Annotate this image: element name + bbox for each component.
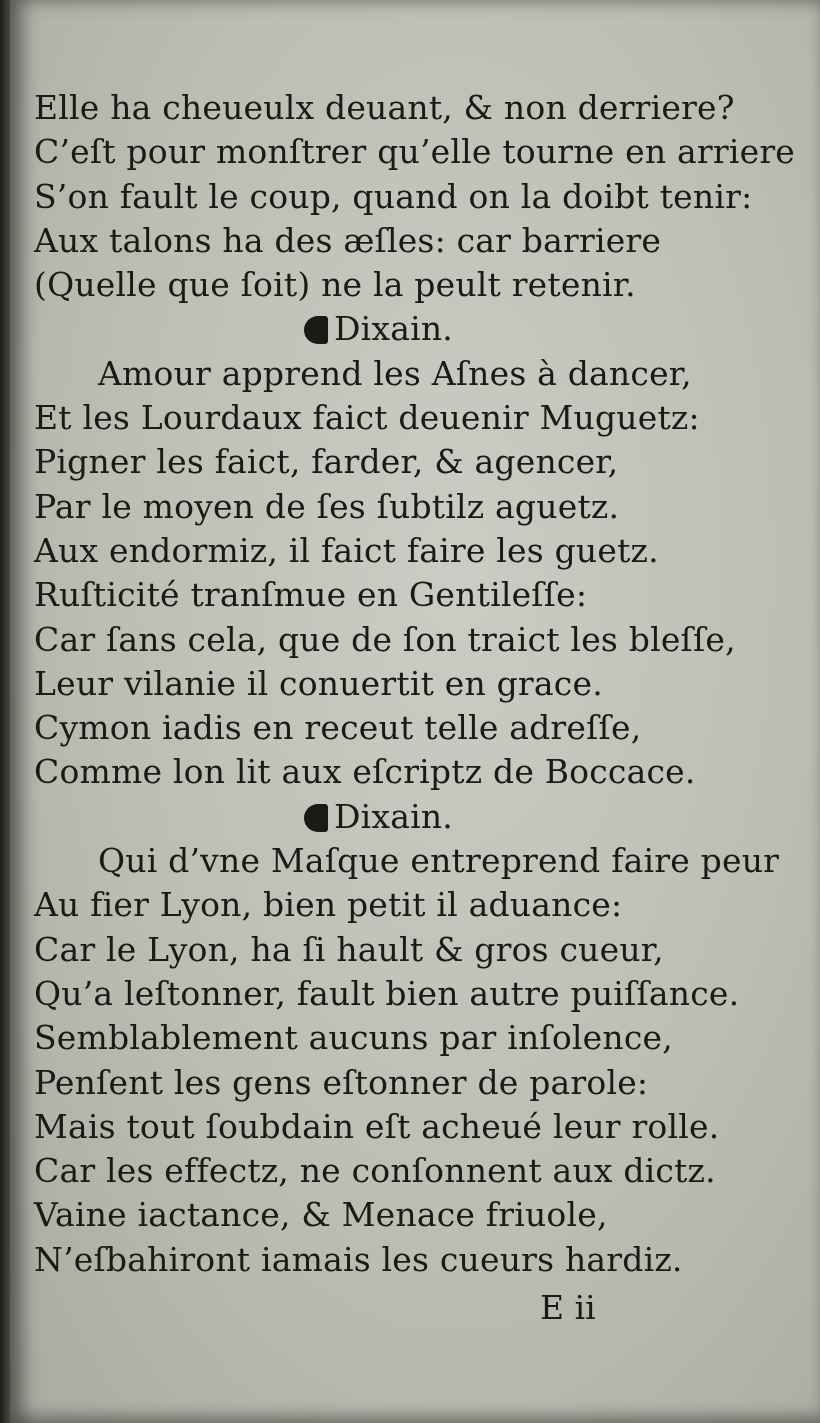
verse-line: Leur vilanie il conuertit en grace.: [34, 663, 603, 703]
verse-line: Car les effectz, ne conſonnent aux dictz.: [34, 1151, 716, 1191]
verse-line: Au fier Lyon, bien petit il aduance:: [34, 885, 623, 925]
verse-line: Cymon iadis en receut telle adreſſe,: [34, 708, 642, 748]
verse-line: Car le Lyon, ha ſi hault & gros cueur,: [34, 929, 664, 969]
verse-line: Penſent les gens eſtonner de parole:: [34, 1062, 649, 1102]
verse-line: Aux endormiz, il faict faire les guetz.: [34, 530, 659, 570]
verse-line: Aux talons ha des æſles: car barriere: [34, 220, 662, 260]
verse-line: Elle ha cheueulx deuant, & non derriere?: [34, 88, 735, 127]
dixain-heading: [34, 795, 794, 839]
verse-line: Semblablement aucuns par inſolence,: [34, 1018, 673, 1058]
verse-line: Qui d’vne Maſque entreprend faire peur: [98, 841, 780, 881]
verse-line: Vaine iactance, & Menace friuole,: [34, 1195, 608, 1235]
signature-mark: E ii: [540, 1288, 596, 1327]
heading-text: Dixain.: [334, 796, 453, 836]
page-text: [34, 86, 794, 1282]
verse-line: Ruſticité tranſmue en Gentileſſe:: [34, 575, 588, 615]
pilcrow-icon: [304, 316, 328, 344]
verse-line: Par le moyen de ſes ſubtilz aguetz.: [34, 486, 620, 526]
verse-line: Car ſans cela, que de ſon traict les bleſſe,: [34, 619, 736, 659]
verse-line: Mais tout ſoubdain eſt acheué leur rolle.: [34, 1106, 720, 1146]
verse-line: C’eſt pour monſtrer qu’elle tourne en arriere: [34, 132, 796, 172]
book-gutter: [0, 0, 10, 1423]
heading-text: Dixain.: [334, 309, 453, 349]
verse-line: N’eſbahiront iamais les cueurs hardiz.: [34, 1239, 683, 1279]
verse-line: Pigner les faict, farder, & agencer,: [34, 442, 619, 482]
pilcrow-icon: [304, 804, 328, 832]
verse-line: (Quelle que ſoit) ne la peult retenir.: [34, 265, 636, 305]
verse-line: Comme lon lit aux eſcriptz de Boccace.: [34, 752, 696, 792]
dixain-heading: [34, 307, 794, 351]
verse-line: Amour apprend les Aſnes à dancer,: [98, 353, 692, 393]
verse-line: Et les Lourdaux faict deuenir Muguetz:: [34, 398, 700, 438]
verse-line: S’on fault le coup, quand on la doibt tenir:: [34, 176, 753, 216]
verse-line: Qu’a leſtonner, fault bien autre puiſſance.: [34, 973, 740, 1013]
